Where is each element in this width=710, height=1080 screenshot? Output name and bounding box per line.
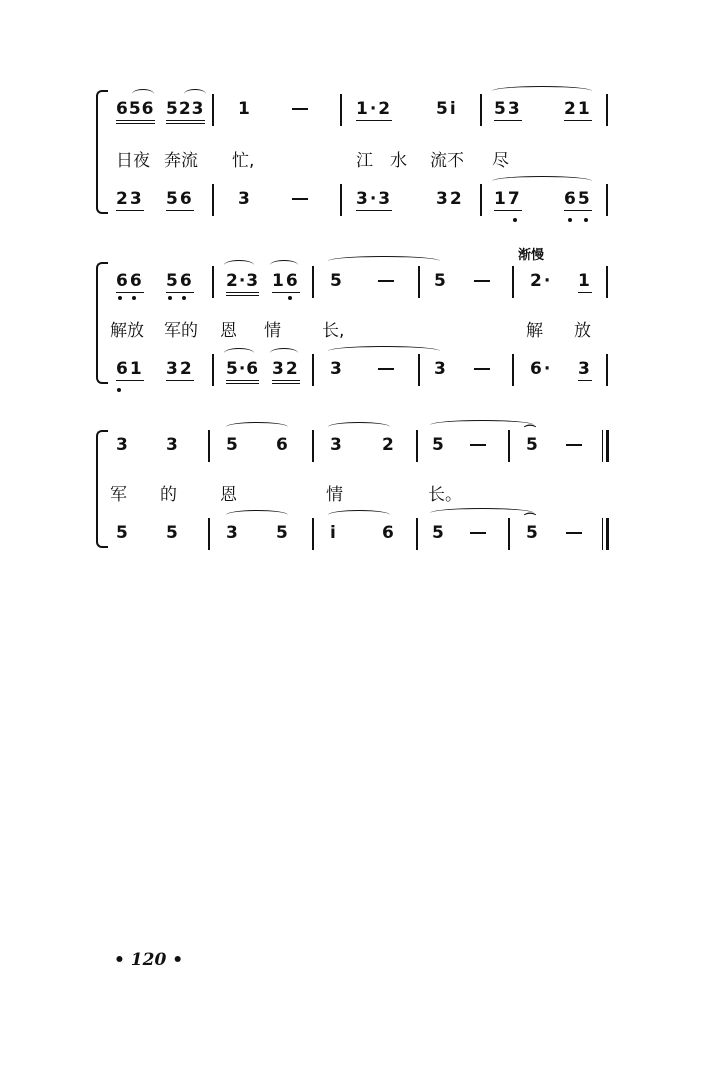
note: 3 bbox=[166, 435, 180, 455]
final-barline bbox=[602, 518, 609, 550]
note: 5 bbox=[432, 435, 446, 455]
lyric: 长。 bbox=[428, 485, 462, 505]
note: 5 bbox=[432, 523, 446, 543]
lower-staff-2 bbox=[0, 358, 710, 392]
note-group: 16 bbox=[272, 271, 300, 291]
lyric: 奔流 bbox=[164, 151, 198, 171]
lyric: 情 bbox=[326, 485, 343, 505]
fermata: ⌒ bbox=[524, 512, 539, 526]
hold-dash bbox=[292, 108, 308, 110]
hold-dash bbox=[474, 368, 490, 370]
final-barline bbox=[602, 430, 609, 462]
slur bbox=[430, 508, 534, 518]
slur bbox=[328, 510, 390, 520]
barline bbox=[480, 94, 482, 126]
hold-dash bbox=[566, 532, 582, 534]
lower-staff-3 bbox=[0, 512, 710, 556]
slur bbox=[226, 422, 288, 432]
barline bbox=[416, 430, 418, 462]
hold-dash bbox=[292, 198, 308, 200]
hold-dash bbox=[378, 280, 394, 282]
barline bbox=[418, 354, 420, 386]
low-octave-dot bbox=[118, 296, 122, 300]
barline bbox=[606, 354, 608, 386]
slur bbox=[430, 420, 534, 430]
lyric: 长, bbox=[322, 321, 345, 341]
note: 5 bbox=[330, 271, 344, 291]
barline bbox=[480, 184, 482, 216]
lyric: 水 bbox=[390, 151, 407, 171]
note: 3 bbox=[434, 359, 448, 379]
lyric: 军的 bbox=[164, 321, 198, 341]
barline bbox=[312, 430, 314, 462]
slur bbox=[492, 86, 592, 96]
note-group: 5·6 bbox=[226, 358, 259, 380]
upper-staff-3 bbox=[0, 424, 710, 468]
barline bbox=[340, 184, 342, 216]
lower-staff-1 bbox=[0, 188, 710, 222]
low-octave-dot bbox=[584, 218, 588, 222]
note-group: 23 bbox=[116, 189, 144, 209]
barline bbox=[508, 430, 510, 462]
slur bbox=[328, 256, 440, 266]
hold-dash bbox=[378, 368, 394, 370]
barline bbox=[312, 518, 314, 550]
lyric: 恩 bbox=[220, 321, 237, 341]
note-group: 32 bbox=[436, 189, 464, 209]
lyric: 的 bbox=[160, 485, 177, 505]
note: 1 bbox=[238, 99, 252, 119]
upper-staff-1 bbox=[0, 98, 710, 132]
note: 5 bbox=[116, 523, 130, 543]
note: 5 bbox=[276, 523, 290, 543]
note-group: 32 bbox=[272, 358, 300, 380]
note: 5 bbox=[526, 435, 540, 455]
barline bbox=[208, 518, 210, 550]
hold-dash bbox=[470, 444, 486, 446]
barline bbox=[508, 518, 510, 550]
lyric: 解 bbox=[526, 321, 543, 341]
note: 3 bbox=[226, 523, 240, 543]
note-group: 21 bbox=[564, 99, 592, 119]
low-octave-dot bbox=[132, 296, 136, 300]
note: i bbox=[330, 523, 338, 543]
note-group: 56 bbox=[166, 271, 194, 291]
slur bbox=[492, 176, 592, 186]
barline bbox=[212, 184, 214, 216]
lyric: 情 bbox=[264, 321, 281, 341]
note: 3 bbox=[116, 435, 130, 455]
barline bbox=[512, 354, 514, 386]
low-octave-dot bbox=[182, 296, 186, 300]
lyric: 尽 bbox=[492, 151, 509, 171]
note: 5 bbox=[526, 523, 540, 543]
barline bbox=[312, 266, 314, 298]
note-group: 3·3 bbox=[356, 189, 393, 209]
barline bbox=[606, 266, 608, 298]
lyric: 军 bbox=[110, 485, 127, 505]
barline bbox=[212, 354, 214, 386]
note: 5 bbox=[226, 435, 240, 455]
note-group: 56 bbox=[166, 189, 194, 209]
note: 3 bbox=[330, 435, 344, 455]
lyric: 放 bbox=[574, 321, 591, 341]
barline bbox=[606, 184, 608, 216]
slur bbox=[224, 348, 254, 358]
page-number: • 120 • bbox=[114, 950, 184, 970]
low-octave-dot bbox=[513, 218, 517, 222]
note-group: 3 bbox=[578, 359, 592, 379]
low-octave-dot bbox=[168, 296, 172, 300]
note-group: 523 bbox=[166, 98, 205, 120]
slur bbox=[270, 260, 298, 270]
note-group: 65 bbox=[564, 189, 592, 209]
note: 6 bbox=[382, 523, 396, 543]
low-octave-dot bbox=[568, 218, 572, 222]
note: 3 bbox=[238, 189, 252, 209]
note: 6 bbox=[276, 435, 290, 455]
hold-dash bbox=[566, 444, 582, 446]
slur bbox=[224, 260, 254, 270]
barline bbox=[212, 266, 214, 298]
note-group: 32 bbox=[166, 359, 194, 379]
note-group: 61 bbox=[116, 359, 144, 379]
barline bbox=[418, 266, 420, 298]
lyric: 解放 bbox=[110, 321, 144, 341]
barline bbox=[340, 94, 342, 126]
note: 2· bbox=[530, 271, 553, 291]
note: 2 bbox=[382, 435, 396, 455]
note-group: 17 bbox=[494, 189, 522, 209]
lyric: 恩 bbox=[220, 485, 237, 505]
note-group: 2·3 bbox=[226, 270, 259, 292]
slur bbox=[270, 348, 298, 358]
tempo-marking: 渐慢 bbox=[518, 248, 545, 263]
slur bbox=[226, 510, 288, 520]
barline bbox=[212, 94, 214, 126]
low-octave-dot bbox=[117, 388, 121, 392]
upper-staff-2 bbox=[0, 270, 710, 304]
lyric: 日夜 bbox=[116, 151, 150, 171]
barline bbox=[312, 354, 314, 386]
note-group: 66 bbox=[116, 271, 144, 291]
lyric: 江 bbox=[356, 151, 373, 171]
hold-dash bbox=[470, 532, 486, 534]
note: 3 bbox=[330, 359, 344, 379]
note-group: 53 bbox=[494, 99, 522, 119]
note: 5 bbox=[434, 271, 448, 291]
note-group: 1 bbox=[578, 271, 592, 291]
fermata: ⌒ bbox=[524, 424, 539, 438]
note: 6· bbox=[530, 359, 553, 379]
slur bbox=[328, 346, 440, 356]
hold-dash bbox=[474, 280, 490, 282]
barline bbox=[208, 430, 210, 462]
note-group: 656 bbox=[116, 98, 155, 120]
lyric: 忙, bbox=[232, 151, 255, 171]
barline bbox=[606, 94, 608, 126]
note: 5 bbox=[166, 523, 180, 543]
lyric: 流不 bbox=[430, 151, 464, 171]
barline bbox=[416, 518, 418, 550]
note-group: 5i bbox=[436, 99, 458, 119]
note-group: 1·2 bbox=[356, 99, 393, 119]
slur bbox=[328, 422, 390, 432]
low-octave-dot bbox=[288, 296, 292, 300]
barline bbox=[512, 266, 514, 298]
